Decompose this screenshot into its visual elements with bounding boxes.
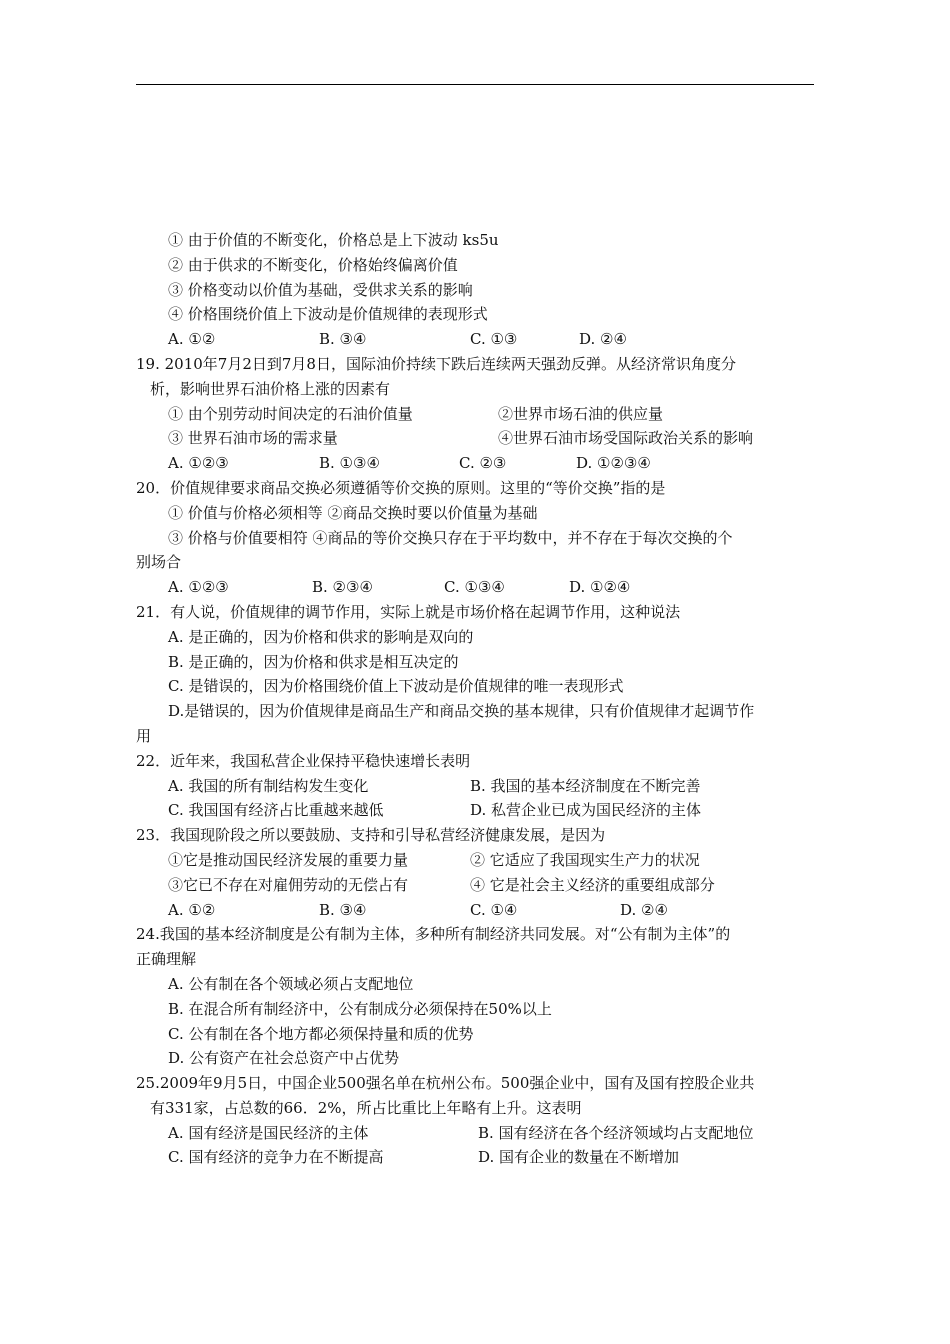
q23-row-1 — [136, 848, 816, 873]
q23-row-2 — [136, 873, 816, 898]
q20-option-c: C. ①③④ — [444, 578, 505, 597]
header-rule — [136, 84, 814, 85]
q18-option-d: D. ②④ — [579, 330, 627, 349]
q24-option-c: C. 公有制在各个地方都必须保持量和质的优势 — [168, 1024, 474, 1043]
q18-option-a: A. ①② — [168, 330, 216, 349]
q25-option-b: B. 国有经济在各个经济领域均占支配地位 — [478, 1123, 754, 1142]
q19-option-b: B. ①③④ — [319, 454, 380, 473]
q19-row-1 — [136, 402, 816, 427]
q20-options — [136, 575, 816, 600]
q19-statement-3: ③ 世界石油市场的需求量 — [168, 429, 338, 448]
q22-option-b: B. 我国的基本经济制度在不断完善 — [470, 776, 701, 795]
q21-option-c: C. 是错误的，因为价格围绕价值上下波动是价值规律的唯一表现形式 — [168, 677, 624, 696]
q23-statement-4: ④ 它是社会主义经济的重要组成部分 — [470, 875, 715, 894]
q22-option-c: C. 我国国有经济占比重越来越低 — [168, 801, 384, 820]
q21-stem: 21．有人说，价值规律的调节作用，实际上就是市场价格在起调节作用，这种说法 — [136, 602, 681, 621]
q21-option-b: B. 是正确的，因为价格和供求是相互决定的 — [168, 652, 459, 671]
q23-stem: 23．我国现阶段之所以要鼓励、支持和引导私营经济健康发展，是因为 — [136, 826, 606, 845]
q22-stem: 22．近年来，我国私营企业保持平稳快速增长表明 — [136, 751, 471, 770]
q18-statement-4: ④ 价格围绕价值上下波动是价值规律的表现形式 — [168, 305, 488, 324]
q19-option-d: D. ①②③④ — [576, 454, 651, 473]
q19-option-a: A. ①②③ — [168, 454, 229, 473]
q21-option-d-cont: 用 — [136, 726, 152, 745]
q18-statement-1: ① 由于价值的不断变化，价格总是上下波动 ks5u — [168, 231, 499, 249]
q24-stem-cont: 正确理解 — [136, 950, 197, 969]
q19-statement-2: ②世界市场石油的供应量 — [498, 404, 664, 423]
q23-options — [136, 898, 816, 923]
q20-row-2: ③ 价格与价值要相符 ④商品的等价交换只存在于平均数中，并不存在于每次交换的个 — [168, 528, 733, 547]
q23-option-b: B. ③④ — [319, 900, 367, 919]
q20-row-1: ① 价值与价格必须相等 ②商品交换时要以价值量为基础 — [168, 503, 538, 522]
q20-option-a: A. ①②③ — [168, 578, 229, 597]
q25-option-c: C. 国有经济的竞争力在不断提高 — [168, 1148, 384, 1167]
q18-statement-2: ② 由于供求的不断变化，价格始终偏离价值 — [168, 255, 458, 274]
q18-options — [136, 327, 816, 352]
q23-option-a: A. ①② — [168, 900, 216, 919]
q19-statement-1: ① 由个别劳动时间决定的石油价值量 — [168, 404, 413, 423]
q19-row-2 — [136, 426, 816, 451]
q22-row-2 — [136, 798, 816, 823]
q24-option-b: B. 在混合所有制经济中，公有制成分必须保持在50%以上 — [168, 999, 552, 1018]
q19-stem: 19. 2010年7月2日到7月8日，国际油价持续下跌后连续两天强劲反弹。从经济常识角度分 — [136, 354, 736, 373]
q23-statement-1: ①它是推动国民经济发展的重要力量 — [168, 850, 409, 869]
q21-option-a: A. 是正确的，因为价格和供求的影响是双向的 — [168, 627, 474, 646]
q25-option-d: D. 国有企业的数量在不断增加 — [478, 1148, 680, 1167]
q23-statement-2: ② 它适应了我国现实生产力的状况 — [470, 850, 700, 869]
q25-stem: 25.2009年9月5日，中国企业500强名单在杭州公布。500强企业中，国有及国有控股企业共 — [136, 1074, 755, 1093]
q22-row-1 — [136, 774, 816, 799]
q18-option-c: C. ①③ — [470, 330, 518, 349]
q22-option-a: A. 我国的所有制结构发生变化 — [168, 776, 369, 795]
q20-row-2-cont: 别场合 — [136, 553, 182, 572]
q19-stem-cont: 析，影响世界石油价格上涨的因素有 — [150, 379, 391, 398]
q20-option-d: D. ①②④ — [569, 578, 631, 597]
q20-option-b: B. ②③④ — [312, 578, 373, 597]
q23-option-c: C. ①④ — [470, 900, 518, 919]
q23-option-d: D. ②④ — [620, 900, 668, 919]
q24-option-a: A. 公有制在各个领域必须占支配地位 — [168, 974, 414, 993]
q19-options — [136, 451, 816, 476]
q22-option-d: D. 私营企业已成为国民经济的主体 — [470, 801, 702, 820]
q18-statement-3: ③ 价格变动以价值为基础，受供求关系的影响 — [168, 280, 473, 299]
q23-statement-3: ③它已不存在对雇佣劳动的无偿占有 — [168, 875, 409, 894]
q25-option-a: A. 国有经济是国民经济的主体 — [168, 1123, 369, 1142]
q19-option-c: C. ②③ — [459, 454, 507, 473]
q21-option-d: D.是错误的，因为价值规律是商品生产和商品交换的基本规律，只有价值规律才起调节作 — [168, 702, 755, 721]
q24-option-d: D. 公有资产在社会总资产中占优势 — [168, 1049, 400, 1068]
q24-stem: 24.我国的基本经济制度是公有制为主体，多种所有制经济共同发展。对“公有制为主体”的 — [136, 925, 731, 944]
q25-row-1 — [136, 1121, 816, 1146]
q20-stem: 20．价值规律要求商品交换必须遵循等价交换的原则。这里的“等价交换”指的是 — [136, 478, 666, 497]
q25-row-2 — [136, 1145, 816, 1170]
q18-option-b: B. ③④ — [319, 330, 367, 349]
q19-statement-4: ④世界石油市场受国际政治关系的影响 — [498, 429, 754, 448]
exam-page — [136, 228, 816, 1170]
q25-stem-cont: 有331家，占总数的66．2%，所占比重比上年略有上升。这表明 — [150, 1098, 582, 1117]
